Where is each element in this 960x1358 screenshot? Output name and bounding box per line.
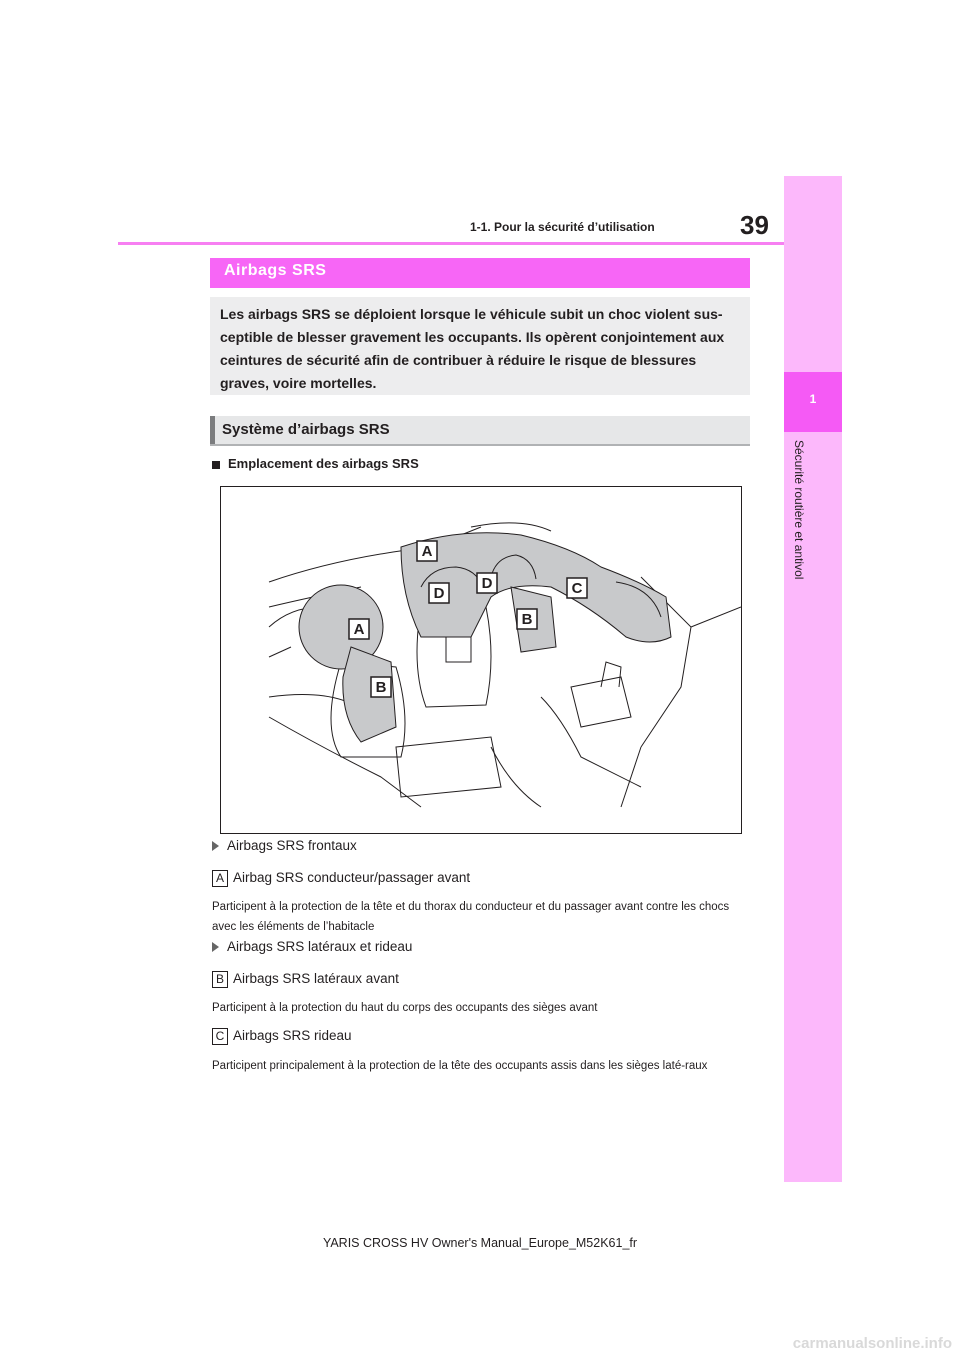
airbag-location-figure bbox=[220, 486, 742, 834]
subsection-bar bbox=[210, 416, 750, 444]
section-header: 1-1. Pour la sécurité d’utilisation bbox=[470, 220, 655, 234]
triangle-bullet-icon bbox=[212, 942, 219, 952]
subsection-title: Système d’airbags SRS bbox=[222, 421, 390, 438]
item-b-label: Airbags SRS latéraux avant bbox=[233, 971, 399, 987]
subsection-rule bbox=[210, 444, 750, 446]
bullet-heading bbox=[212, 456, 419, 471]
chapter-side-tab bbox=[784, 176, 842, 1182]
page-footer: YARIS CROSS HV Owner's Manual_Europe_M52K61_fr bbox=[322, 1236, 638, 1250]
figure-label-d: D bbox=[433, 585, 445, 602]
subsection-accent bbox=[210, 416, 215, 444]
chapter-label: Sécurité routière et antivol bbox=[792, 440, 806, 580]
letter-badge-a: A bbox=[212, 870, 228, 887]
bullet-heading-text: Emplacement des airbags SRS bbox=[228, 456, 419, 471]
item-c-description: Participent principalement à la protection de la tête des occupants assis dans les sièges laté-raux bbox=[212, 1060, 708, 1072]
page-number: 39 bbox=[740, 210, 769, 240]
square-bullet-icon bbox=[212, 461, 220, 469]
figure-label-a: A bbox=[421, 543, 433, 560]
figure-label-b: B bbox=[521, 611, 533, 628]
group-frontal-text: Airbags SRS frontaux bbox=[227, 838, 357, 853]
header-rule bbox=[118, 242, 784, 245]
page-title: Airbags SRS bbox=[224, 262, 327, 279]
chapter-label-wrap bbox=[784, 440, 842, 620]
car-interior-illustration bbox=[221, 487, 741, 833]
watermark: carmanualsonline.info bbox=[792, 1335, 952, 1352]
group-side-curtain-text: Airbags SRS latéraux et rideau bbox=[227, 939, 413, 954]
item-a-label: Airbag SRS conducteur/passager avant bbox=[233, 870, 471, 886]
intro-box bbox=[210, 297, 750, 395]
figure-label-a: A bbox=[353, 621, 365, 638]
page-title-bar bbox=[210, 258, 750, 288]
item-a bbox=[212, 870, 470, 887]
intro-text: Les airbags SRS se déploient lorsque le véhicule subit un choc violent sus-ceptible de blesser gravement les occupants. Ils opèrent conjointement aux ceintures de sécurité afin de contribuer à réduire le risque de blessures graves, voire mortelles. bbox=[220, 306, 725, 391]
triangle-bullet-icon bbox=[212, 841, 219, 851]
group-frontal bbox=[212, 838, 357, 853]
item-a-description: Participent à la protection de la tête et du thorax du conducteur et du passager avant contre les chocs avec les éléments de l’habitacle bbox=[212, 901, 730, 933]
letter-badge-c: C bbox=[212, 1028, 228, 1045]
figure-label-c: C bbox=[571, 580, 583, 597]
chapter-number: 1 bbox=[809, 392, 817, 406]
group-side-curtain bbox=[212, 939, 412, 954]
item-c-label: Airbags SRS rideau bbox=[233, 1028, 352, 1044]
figure-label-b: B bbox=[375, 679, 387, 696]
item-b bbox=[212, 971, 399, 988]
figure-label-d: D bbox=[481, 575, 493, 592]
letter-badge-b: B bbox=[212, 971, 228, 988]
item-b-description: Participent à la protection du haut du corps des occupants des sièges avant bbox=[212, 1002, 598, 1014]
item-c bbox=[212, 1028, 352, 1045]
